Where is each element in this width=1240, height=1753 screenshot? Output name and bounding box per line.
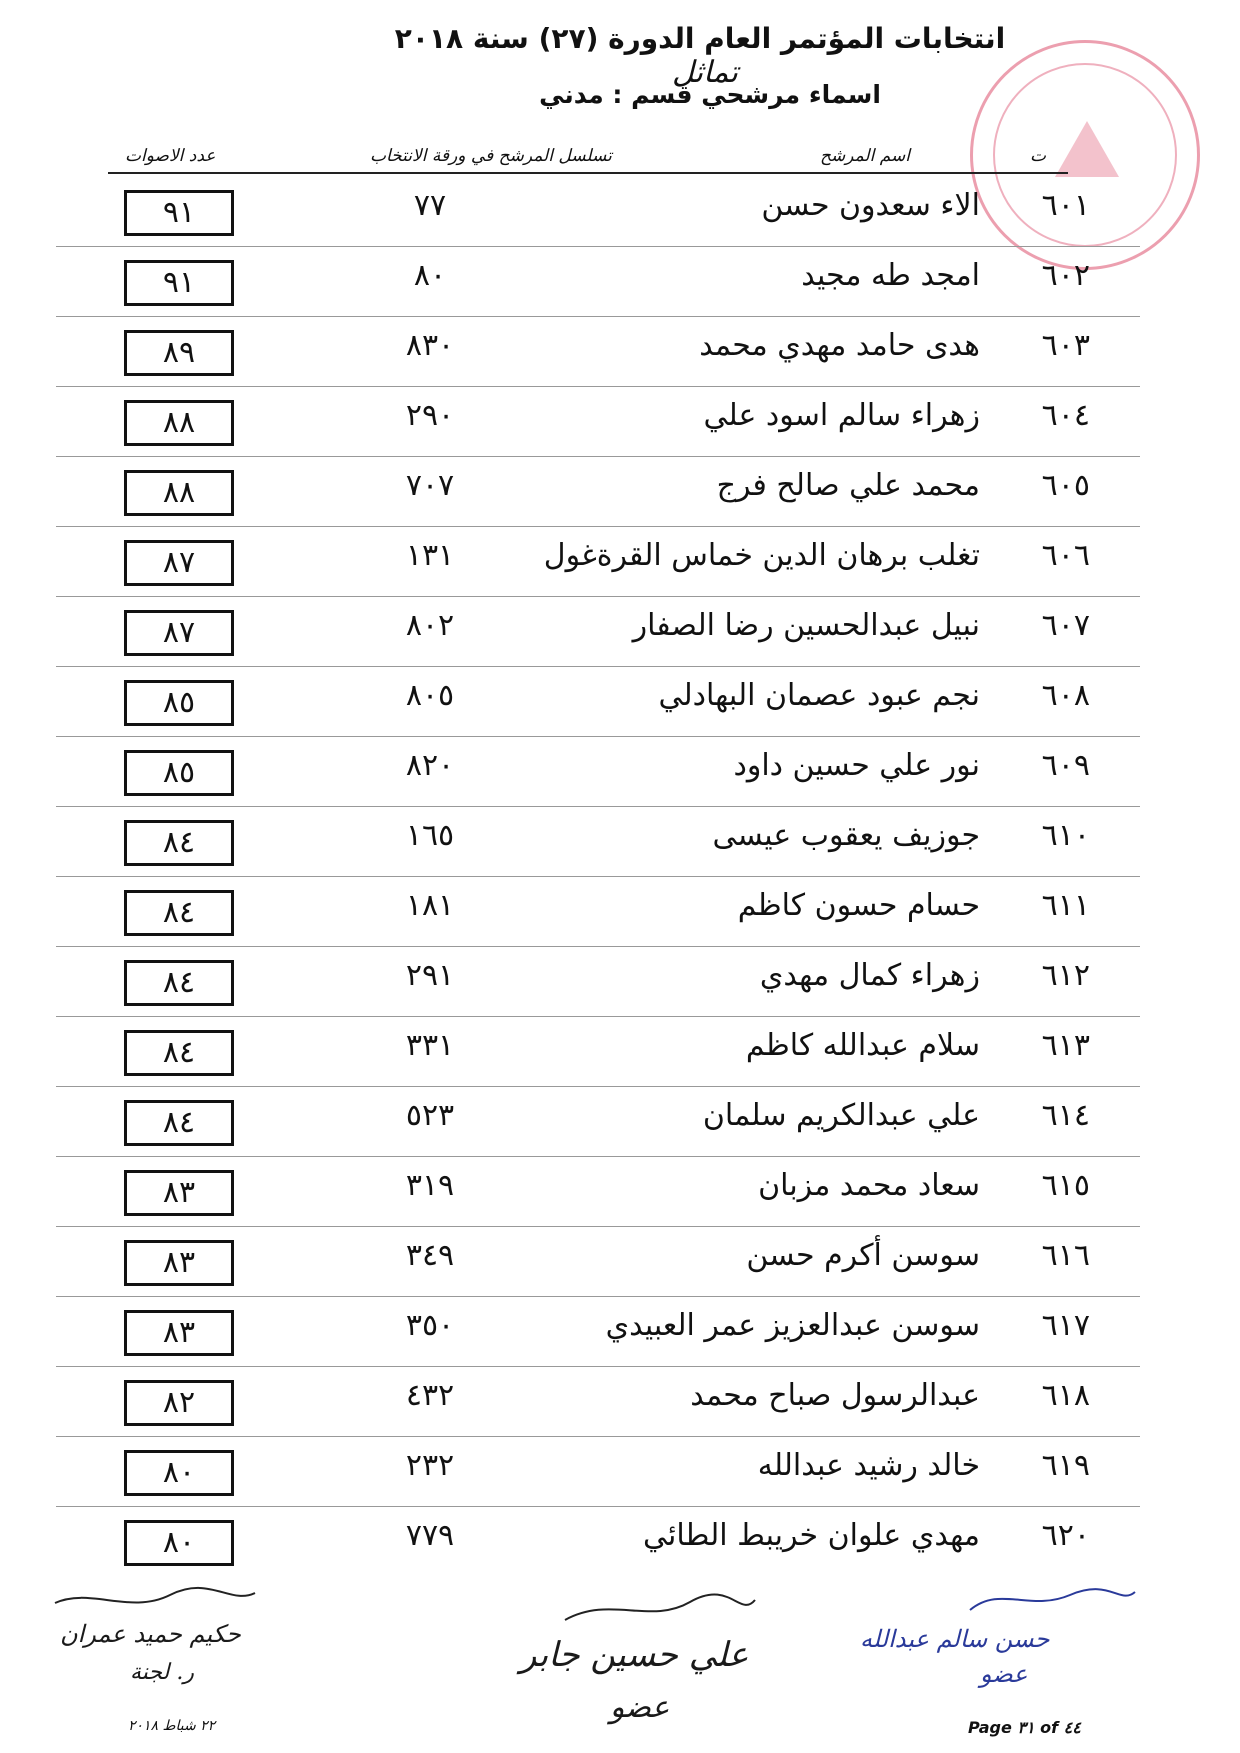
- ballot-sequence: ٢٩٠: [405, 398, 455, 433]
- candidate-name: سوسن أكرم حسن: [746, 1238, 980, 1273]
- row-divider: [56, 386, 1140, 387]
- candidate-name: زهراء كمال مهدي: [759, 958, 980, 993]
- vote-count-box: ٨٣: [124, 1310, 234, 1356]
- ballot-sequence: ٥٢٣: [405, 1098, 455, 1133]
- candidate-name: جوزيف يعقوب عيسى: [712, 818, 980, 853]
- row-number: ٦٢٠: [1041, 1518, 1090, 1553]
- ballot-sequence: ٧٧: [413, 188, 447, 223]
- candidate-name: الاء سعدون حسن: [761, 188, 980, 223]
- candidate-name: امجد طه مجيد: [801, 258, 980, 293]
- row-divider: [56, 946, 1140, 947]
- table-row: [0, 880, 1240, 950]
- table-row: [0, 740, 1240, 810]
- candidate-name: سوسن عبدالعزيز عمر العبيدي: [605, 1308, 980, 1343]
- table-row: [0, 600, 1240, 670]
- row-number: ٦٠٣: [1041, 328, 1090, 363]
- row-number: ٦٠٨: [1041, 678, 1090, 713]
- candidate-name: عبدالرسول صباح محمد: [690, 1378, 980, 1413]
- vote-count-box: ٨٤: [124, 890, 234, 936]
- right-signature-scribble: [960, 1580, 1140, 1620]
- left-signature-scribble: [50, 1585, 260, 1615]
- candidate-name: مهدي علوان خريبط الطائي: [643, 1518, 980, 1553]
- ballot-sequence: ٧٧٩: [405, 1518, 455, 1553]
- candidate-name: محمد علي صالح فرج: [716, 468, 980, 503]
- column-header-votes: عدد الاصوات: [125, 146, 216, 166]
- vote-count-box: ٨٤: [124, 960, 234, 1006]
- ballot-sequence: ٣٣١: [405, 1028, 455, 1063]
- table-row: [0, 1020, 1240, 1090]
- vote-count-box: ٨٥: [124, 750, 234, 796]
- table-row: [0, 1370, 1240, 1440]
- row-divider: [56, 666, 1140, 667]
- row-number: ٦١٣: [1041, 1028, 1090, 1063]
- row-number: ٦٠٥: [1041, 468, 1090, 503]
- row-number: ٦١٢: [1041, 958, 1090, 993]
- table-row: [0, 1300, 1240, 1370]
- table-row: [0, 670, 1240, 740]
- row-number: ٦١٧: [1041, 1308, 1090, 1343]
- row-divider: [56, 1296, 1140, 1297]
- ballot-sequence: ٣١٩: [405, 1168, 455, 1203]
- vote-count-box: ٨٤: [124, 1030, 234, 1076]
- handwritten-prefix: تماثل: [672, 55, 738, 90]
- ballot-sequence: ٢٩١: [405, 958, 455, 993]
- page-number: Page ٣١ of ٤٤: [968, 1718, 1081, 1737]
- ballot-sequence: ٨٠٢: [405, 608, 455, 643]
- middle-signature-role: عضو: [610, 1690, 670, 1725]
- row-number: ٦١٦: [1041, 1238, 1090, 1273]
- ballot-sequence: ٨٠: [413, 258, 447, 293]
- row-divider: [56, 876, 1140, 877]
- vote-count-box: ٨٠: [124, 1520, 234, 1566]
- candidate-name: نور علي حسين داود: [733, 748, 980, 783]
- row-divider: [56, 456, 1140, 457]
- vote-count-box: ٨٨: [124, 470, 234, 516]
- vote-count-box: ٩١: [124, 260, 234, 306]
- candidate-name: سلام عبدالله كاظم: [745, 1028, 980, 1063]
- row-divider: [56, 806, 1140, 807]
- vote-count-box: ٨٩: [124, 330, 234, 376]
- row-divider: [56, 1086, 1140, 1087]
- row-number: ٦١٠: [1041, 818, 1090, 853]
- column-header-number: ت: [1030, 146, 1047, 166]
- table-row: [0, 1160, 1240, 1230]
- candidate-name: علي عبدالكريم سلمان: [702, 1098, 980, 1133]
- ballot-sequence: ١٣١: [405, 538, 455, 573]
- ballot-sequence: ٢٣٢: [405, 1448, 455, 1483]
- candidate-name: نبيل عبدالحسين رضا الصفار: [632, 608, 980, 643]
- ballot-sequence: ٨٣٠: [405, 328, 455, 363]
- middle-signature-name: علي حسين جابر: [520, 1635, 749, 1675]
- ballot-sequence: ٣٥٠: [405, 1308, 455, 1343]
- footer-date: ٢٢ شباط ٢٠١٨: [128, 1718, 216, 1734]
- candidate-name: هدى حامد مهدي محمد: [699, 328, 980, 363]
- row-divider: [56, 1226, 1140, 1227]
- row-number: ٦٠٩: [1041, 748, 1090, 783]
- left-signature-role: ر. لجنة: [130, 1660, 194, 1685]
- right-signature-name: حسن سالم عبدالله: [860, 1625, 1050, 1653]
- row-divider: [56, 526, 1140, 527]
- row-number: ٦٠٦: [1041, 538, 1090, 573]
- candidate-name: نجم عبود عصمان البهادلي: [658, 678, 980, 713]
- ballot-sequence: ١٦٥: [405, 818, 455, 853]
- left-signature-name: حكيم حميد عمران: [60, 1620, 241, 1648]
- table-row: [0, 1510, 1240, 1580]
- vote-count-box: ٨٧: [124, 610, 234, 656]
- header-divider: [108, 172, 1068, 174]
- vote-count-box: ٨٧: [124, 540, 234, 586]
- table-row: [0, 530, 1240, 600]
- ballot-sequence: ١٨١: [405, 888, 455, 923]
- ballot-sequence: ٨٢٠: [405, 748, 455, 783]
- vote-count-box: ٨٤: [124, 820, 234, 866]
- row-divider: [56, 246, 1140, 247]
- middle-signature-scribble: [560, 1590, 760, 1630]
- column-header-sequence: تسلسل المرشح في ورقة الانتخاب: [370, 146, 612, 166]
- vote-count-box: ٩١: [124, 190, 234, 236]
- row-divider: [56, 596, 1140, 597]
- row-divider: [56, 1016, 1140, 1017]
- row-number: ٦٠٧: [1041, 608, 1090, 643]
- row-number: ٦١٤: [1041, 1098, 1090, 1133]
- vote-count-box: ٨٤: [124, 1100, 234, 1146]
- row-number: ٦١٩: [1041, 1448, 1090, 1483]
- table-row: [0, 320, 1240, 390]
- row-divider: [56, 316, 1140, 317]
- vote-count-box: ٨٢: [124, 1380, 234, 1426]
- table-row: [0, 180, 1240, 250]
- row-number: ٦١٥: [1041, 1168, 1090, 1203]
- ballot-sequence: ٣٤٩: [405, 1238, 455, 1273]
- candidate-name: حسام حسون كاظم: [737, 888, 980, 923]
- table-row: [0, 1230, 1240, 1300]
- table-row: [0, 390, 1240, 460]
- ballot-sequence: ٧٠٧: [405, 468, 455, 503]
- table-row: [0, 1090, 1240, 1160]
- row-divider: [56, 736, 1140, 737]
- ballot-sequence: ٤٣٢: [405, 1378, 455, 1413]
- candidate-name: سعاد محمد مزبان: [758, 1168, 980, 1203]
- vote-count-box: ٨٣: [124, 1240, 234, 1286]
- row-divider: [56, 1156, 1140, 1157]
- right-signature-role: عضو: [980, 1660, 1028, 1688]
- page-subtitle: اسماء مرشحي قسم : مدني: [539, 80, 881, 109]
- row-number: ٦١٨: [1041, 1378, 1090, 1413]
- table-row: [0, 950, 1240, 1020]
- row-divider: [56, 1436, 1140, 1437]
- table-row: [0, 1440, 1240, 1510]
- row-divider: [56, 1366, 1140, 1367]
- row-number: ٦١١: [1041, 888, 1090, 923]
- vote-count-box: ٨٣: [124, 1170, 234, 1216]
- table-row: [0, 250, 1240, 320]
- candidate-name: خالد رشيد عبدالله: [757, 1448, 980, 1483]
- candidate-name: زهراء سالم اسود علي: [703, 398, 980, 433]
- row-number: ٦٠٤: [1041, 398, 1090, 433]
- table-row: [0, 810, 1240, 880]
- row-number: ٦٠٢: [1041, 258, 1090, 293]
- vote-count-box: ٨٥: [124, 680, 234, 726]
- row-divider: [56, 1506, 1140, 1507]
- vote-count-box: ٨٠: [124, 1450, 234, 1496]
- column-header-name: اسم المرشح: [820, 146, 911, 166]
- table-row: [0, 460, 1240, 530]
- row-number: ٦٠١: [1041, 188, 1090, 223]
- ballot-sequence: ٨٠٥: [405, 678, 455, 713]
- title-text: انتخابات المؤتمر العام الدورة (٢٧) سنة ٢٠١٨: [394, 22, 1006, 55]
- vote-count-box: ٨٨: [124, 400, 234, 446]
- candidate-name: تغلب برهان الدين خماس القرةغول: [543, 538, 980, 573]
